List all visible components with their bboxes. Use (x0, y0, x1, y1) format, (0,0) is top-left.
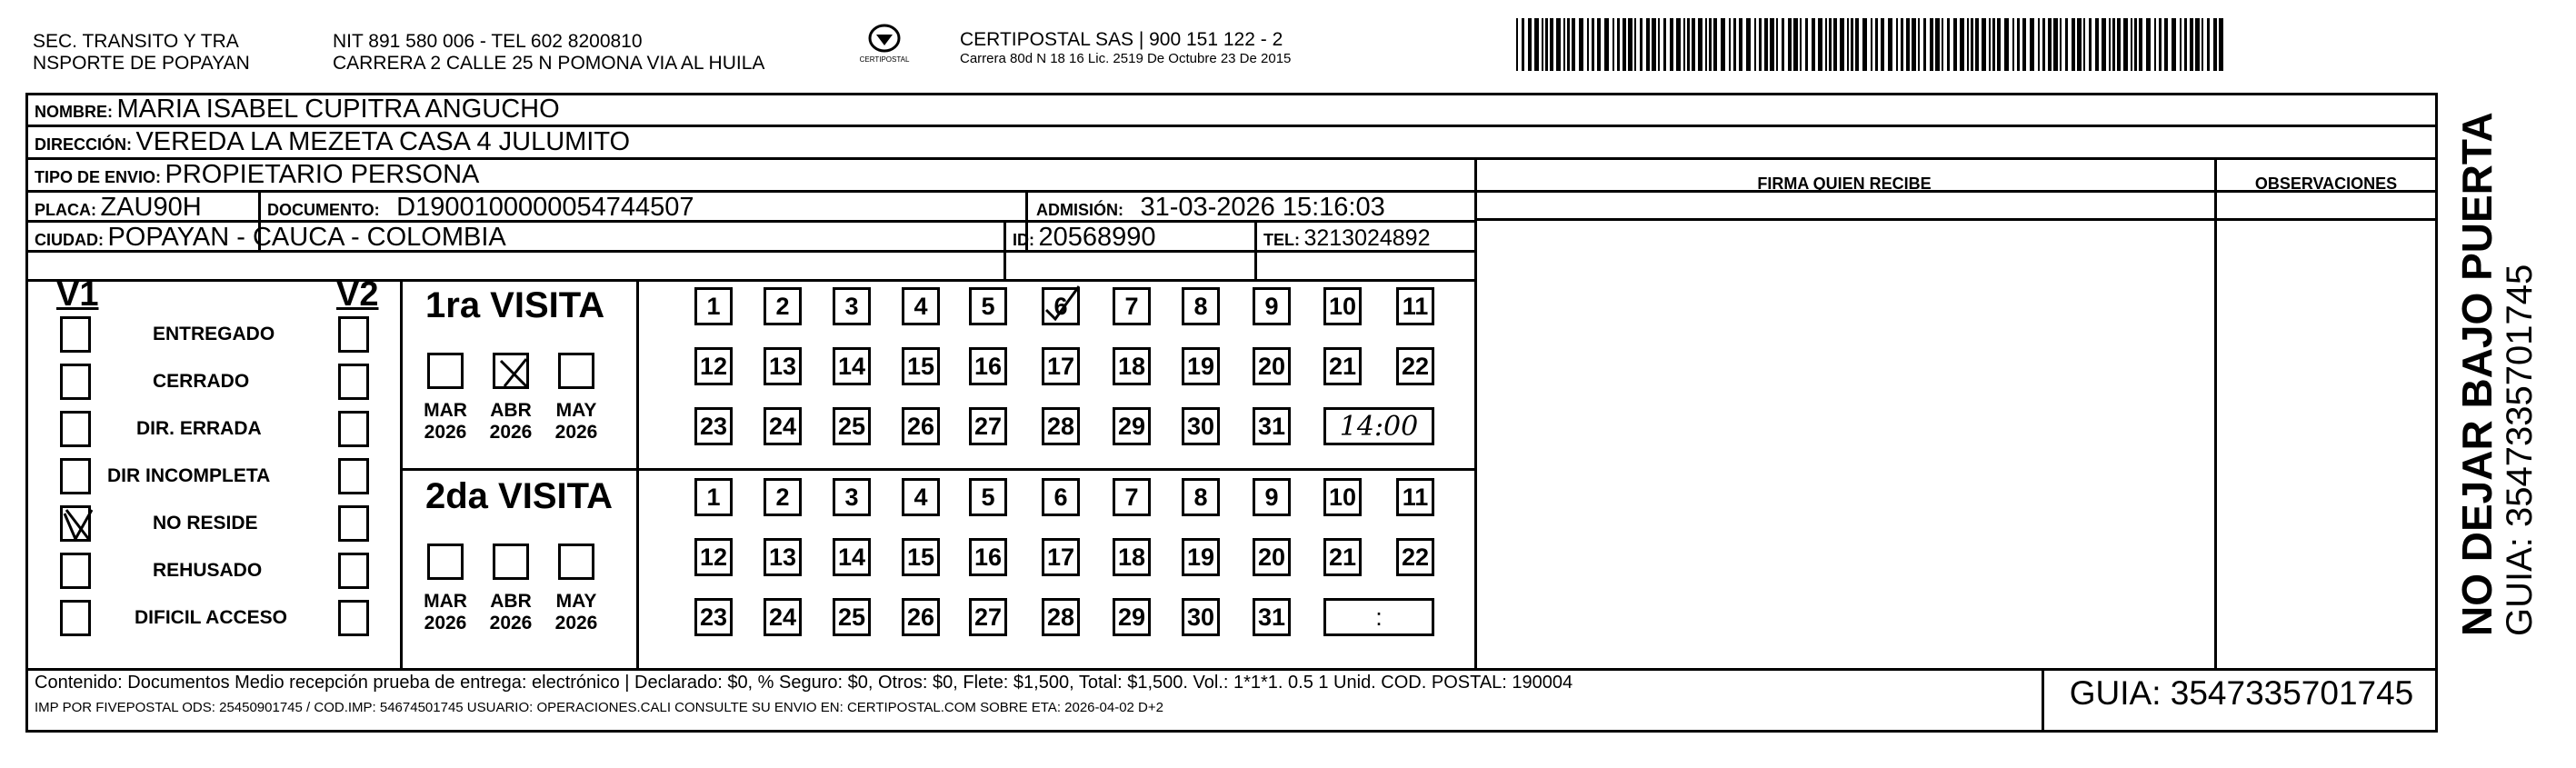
day-box[interactable]: 6 (1042, 478, 1080, 516)
day-box[interactable]: 22 (1396, 347, 1434, 385)
day-box[interactable]: 15 (902, 347, 940, 385)
day-box[interactable]: 12 (694, 538, 733, 576)
admision-cell: ADMISIÓN: 31-03-2026 15:16:03 (1036, 193, 1385, 222)
day-box[interactable]: 28 (1042, 598, 1080, 636)
no-dejar-warning: NO DEJAR BAJO PUERTA (2453, 112, 2501, 636)
content-line: Contenido: Documentos Medio recepción prueba de entrega: electrónico | Declarado: $0, % Seguro: $0, Otros: $0, Flete: $1,500, Total: $1,500. Vol.: 1*1*1. 0.5 1 Unid. COD. POSTAL: 190004 (35, 673, 1573, 693)
v2-checkbox[interactable] (338, 505, 369, 542)
v2-header: V2 (336, 275, 379, 314)
month-label: ABR (490, 400, 532, 421)
day-box[interactable]: 18 (1113, 347, 1151, 385)
day-box[interactable]: 24 (764, 407, 802, 445)
day-box[interactable]: 16 (969, 347, 1007, 385)
status-label: ENTREGADO (153, 324, 275, 344)
recipient-name: MARIA ISABEL CUPITRA ANGUCHO (116, 95, 560, 124)
year-label: 2026 (554, 613, 598, 633)
day-box[interactable]: 28 (1042, 407, 1080, 445)
day-box[interactable]: 20 (1253, 347, 1291, 385)
v2-checkbox[interactable] (338, 411, 369, 447)
firma-header: FIRMA QUIEN RECIBE (1757, 175, 1932, 193)
day-box[interactable]: 2 (764, 287, 802, 325)
month-checkbox[interactable] (427, 353, 464, 389)
day-box[interactable]: 11 (1396, 478, 1434, 516)
direccion-row: DIRECCIÓN: VEREDA LA MEZETA CASA 4 JULUMITO (35, 127, 631, 156)
month-label: MAY (555, 591, 597, 612)
imp-line: IMP POR FIVEPOSTAL ODS: 25450901745 / COD.IMP: 54674501745 USUARIO: OPERACIONES.CALI CONSULTE SU ENVIO EN: CERTIPOSTAL.COM SOBRE ETA: 2026-04-02 D+2 (35, 700, 1163, 715)
tipo-row: TIPO DE ENVIO: PROPIETARIO PERSONA (35, 160, 480, 189)
year-label: 2026 (424, 422, 467, 443)
day-box[interactable]: 13 (764, 538, 802, 576)
v2-checkbox[interactable] (338, 600, 369, 636)
day-box[interactable]: 14 (833, 538, 871, 576)
v2-checkbox[interactable] (338, 458, 369, 494)
first-visit-title: 1ra VISITA (425, 285, 605, 325)
v1-checkbox[interactable] (60, 458, 91, 494)
v1-checkbox[interactable] (60, 600, 91, 636)
day-box[interactable]: 27 (969, 407, 1007, 445)
ciudad-cell: CIUDAD: POPAYAN - CAUCA - COLOMBIA (35, 223, 506, 252)
shipment-type: PROPIETARIO PERSONA (165, 160, 480, 189)
day-box[interactable]: 23 (694, 407, 733, 445)
v1-checkbox[interactable] (60, 316, 91, 353)
certipostal-logo (859, 22, 910, 65)
v2-checkbox[interactable] (338, 553, 369, 589)
day-box[interactable]: 20 (1253, 538, 1291, 576)
plate-number: ZAU90H (100, 193, 202, 222)
day-box[interactable]: 5 (969, 478, 1007, 516)
placa-cell: PLACA: ZAU90H (35, 193, 202, 222)
day-box[interactable]: 21 (1323, 538, 1362, 576)
v1-checkbox[interactable] (60, 505, 91, 542)
day-box[interactable]: 10 (1323, 478, 1362, 516)
documento-cell: DOCUMENTO: D1900100000054744507 (267, 193, 694, 222)
month-label: MAY (555, 400, 597, 421)
observaciones-header: OBSERVACIONES (2254, 175, 2398, 193)
day-box[interactable]: 29 (1113, 407, 1151, 445)
courier-info: CERTIPOSTAL SAS | 900 151 122 - 2 Carrera 80d N 18 16 Lic. 2519 De Octubre 23 De 2015 (960, 29, 1292, 66)
status-label: DIR INCOMPLETA (107, 465, 271, 486)
side-guia: GUIA: 3547335701745 (2500, 264, 2540, 636)
day-box[interactable]: 23 (694, 598, 733, 636)
day-box[interactable]: 19 (1182, 538, 1220, 576)
status-label: DIFICIL ACCESO (135, 607, 288, 628)
phone: 3213024892 (1303, 225, 1431, 251)
day-box[interactable]: 27 (969, 598, 1007, 636)
day-box[interactable]: 25 (833, 407, 871, 445)
check-mark-icon (1039, 283, 1086, 330)
day-box[interactable]: 17 (1042, 538, 1080, 576)
day-box[interactable]: 19 (1182, 347, 1220, 385)
day-box[interactable]: 4 (902, 287, 940, 325)
month-checkbox[interactable] (558, 353, 594, 389)
status-label: NO RESIDE (153, 513, 258, 534)
year-label: 2026 (554, 422, 598, 443)
v2-checkbox[interactable] (338, 316, 369, 353)
status-label: DIR. ERRADA (136, 418, 262, 439)
month-checkbox[interactable] (558, 544, 594, 580)
v1-checkbox[interactable] (60, 364, 91, 400)
time-field[interactable]: : (1323, 598, 1434, 636)
x-mark-icon (495, 355, 532, 392)
day-box[interactable]: 7 (1113, 287, 1151, 325)
day-box[interactable]: 3 (833, 287, 871, 325)
v1-checkbox[interactable] (60, 553, 91, 589)
document-number: D1900100000054744507 (396, 193, 694, 222)
nombre-row: NOMBRE: MARIA ISABEL CUPITRA ANGUCHO (35, 95, 560, 124)
v1-checkbox[interactable] (60, 411, 91, 447)
day-box[interactable]: 11 (1396, 287, 1434, 325)
day-box[interactable]: 1 (694, 478, 733, 516)
day-box[interactable]: 8 (1182, 478, 1220, 516)
month-checkbox[interactable] (493, 544, 529, 580)
tel-cell: TEL: 3213024892 (1263, 225, 1431, 251)
day-box[interactable]: 25 (833, 598, 871, 636)
day-box[interactable]: 13 (764, 347, 802, 385)
check-mark-icon (63, 508, 94, 544)
status-label: REHUSADO (153, 560, 263, 581)
day-box[interactable]: 3 (833, 478, 871, 516)
month-label: MAR (424, 591, 467, 612)
day-box[interactable]: 16 (969, 538, 1007, 576)
day-box[interactable]: 6 (1042, 287, 1080, 325)
day-box[interactable]: 2 (764, 478, 802, 516)
day-box[interactable]: 30 (1182, 598, 1220, 636)
day-box[interactable]: 29 (1113, 598, 1151, 636)
day-box[interactable]: 14 (833, 347, 871, 385)
guia-box: GUIA: 3547335701745 (2069, 674, 2414, 712)
day-box[interactable]: 8 (1182, 287, 1220, 325)
day-box[interactable]: 22 (1396, 538, 1434, 576)
sender-name: SEC. TRANSITO Y TRA NSPORTE DE POPAYAN (33, 31, 250, 74)
day-box[interactable]: 26 (902, 598, 940, 636)
v2-checkbox[interactable] (338, 364, 369, 400)
admission-date: 31-03-2026 15:16:03 (1140, 193, 1385, 222)
day-box[interactable]: 31 (1253, 598, 1291, 636)
day-box[interactable]: 30 (1182, 407, 1220, 445)
day-box[interactable]: 7 (1113, 478, 1151, 516)
month-checkbox[interactable] (493, 353, 529, 389)
month-label: ABR (490, 591, 532, 612)
year-label: 2026 (489, 613, 533, 633)
sender-contact: NIT 891 580 006 - TEL 602 8200810 CARRERA 2 CALLE 25 N POMONA VIA AL HUILA (333, 31, 765, 74)
v1-header: V1 (56, 275, 99, 314)
day-box[interactable]: 1 (694, 287, 733, 325)
time-field[interactable] (1323, 407, 1434, 445)
second-visit-title: 2da VISITA (425, 476, 613, 516)
month-checkbox[interactable] (427, 544, 464, 580)
day-box[interactable]: 12 (694, 347, 733, 385)
year-label: 2026 (424, 613, 467, 633)
recipient-address: VEREDA LA MEZETA CASA 4 JULUMITO (135, 127, 631, 156)
status-label: CERRADO (153, 371, 250, 392)
day-box[interactable]: 9 (1253, 287, 1291, 325)
side-labels (2454, 0, 2540, 636)
day-box[interactable]: 9 (1253, 478, 1291, 516)
day-box[interactable]: 10 (1323, 287, 1362, 325)
day-box[interactable]: 17 (1042, 347, 1080, 385)
logo-text: CERTIPOSTAL (859, 55, 910, 64)
day-box[interactable]: 18 (1113, 538, 1151, 576)
recipient-id: 20568990 (1038, 223, 1156, 252)
day-box[interactable]: 31 (1253, 407, 1291, 445)
day-box[interactable]: 15 (902, 538, 940, 576)
day-box[interactable]: 5 (969, 287, 1007, 325)
day-box[interactable]: 21 (1323, 347, 1362, 385)
barcode (1516, 18, 2225, 71)
year-label: 2026 (489, 422, 533, 443)
city: POPAYAN - CAUCA - COLOMBIA (107, 223, 506, 252)
handwritten-time: 14:00 (1339, 410, 1419, 443)
month-label: MAR (424, 400, 467, 421)
day-box[interactable]: 4 (902, 478, 940, 516)
day-box[interactable]: 24 (764, 598, 802, 636)
id-cell: ID: 20568990 (1013, 223, 1156, 252)
day-box[interactable]: 26 (902, 407, 940, 445)
